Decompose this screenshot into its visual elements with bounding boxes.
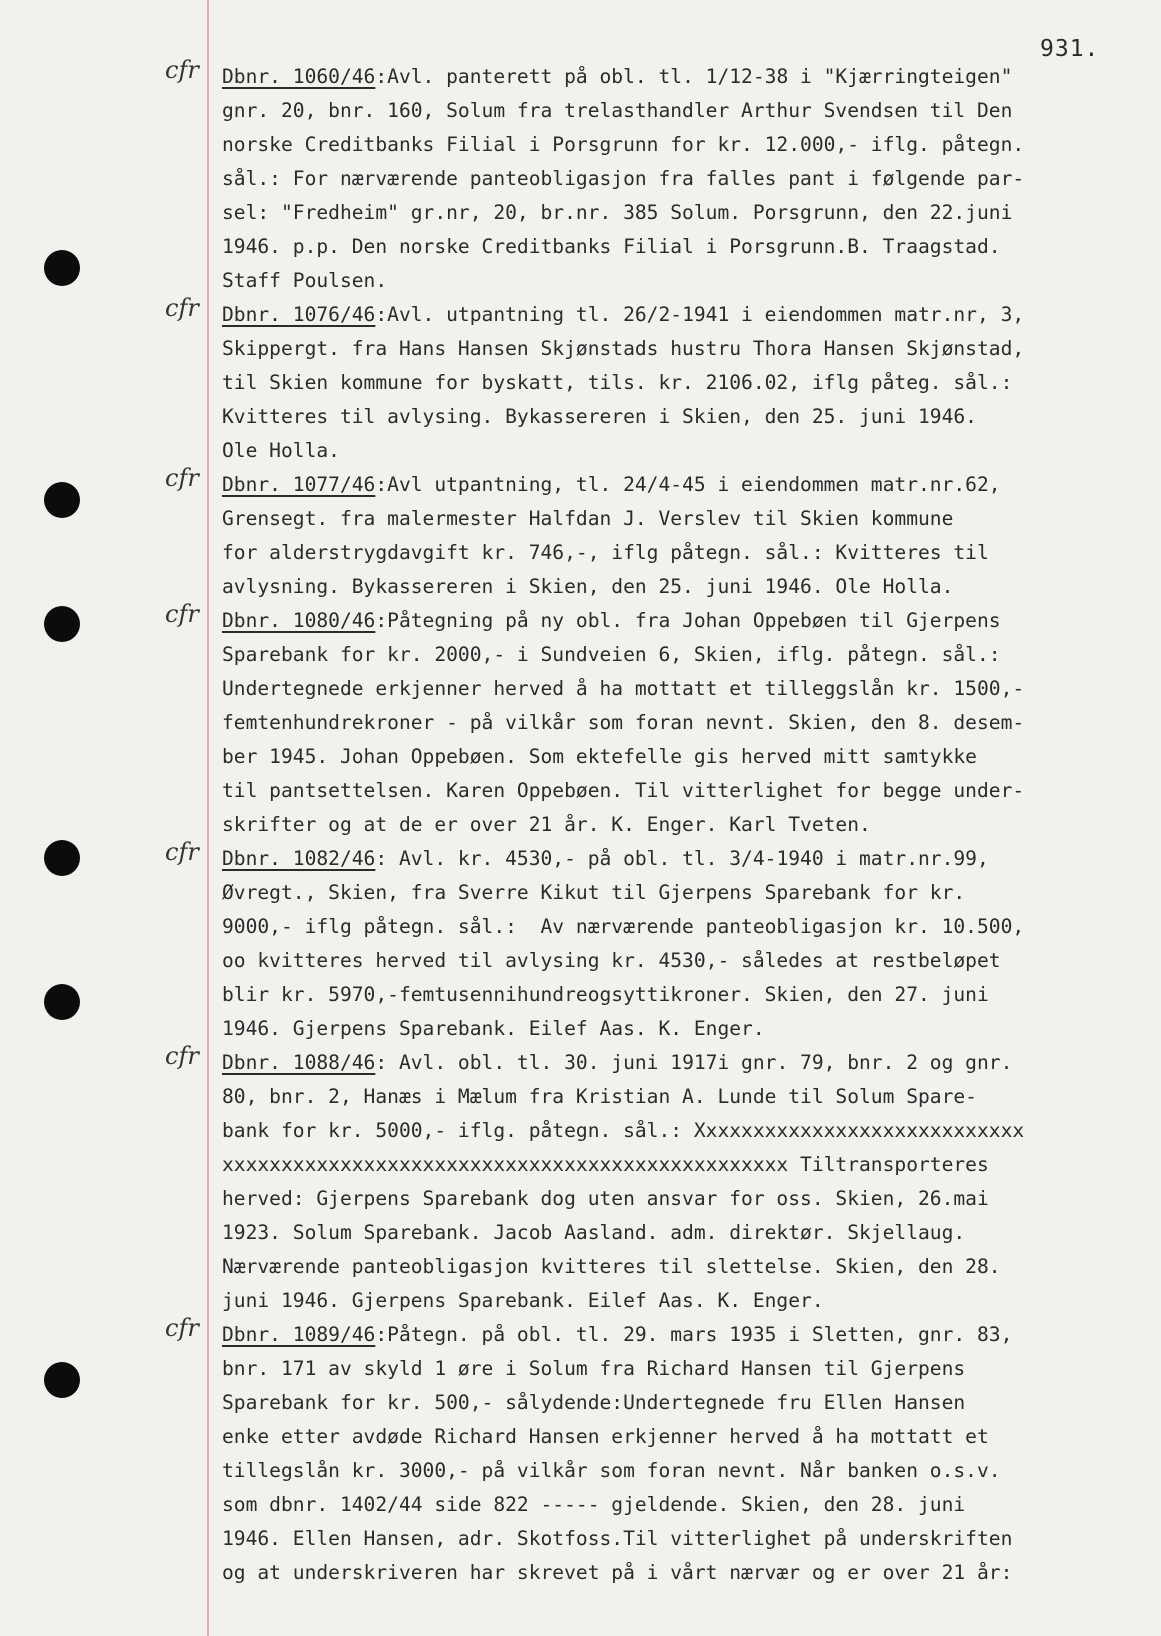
entry-line: 9000,- iflg påtegn. sål.: Av nærværende panteobligasjon kr. 10.500, <box>222 915 1025 938</box>
entry-line: og at underskriveren har skrevet på i vårt nærvær og er over 21 år: <box>222 1561 1013 1584</box>
page-number: 931. <box>1040 36 1100 62</box>
register-entries <box>222 60 1142 1590</box>
punch-hole <box>44 606 80 642</box>
entry-line: som dbnr. 1402/44 side 822 ----- gjeldende. Skien, den 28. juni <box>222 1493 966 1516</box>
entry-text: : Avl. kr. 4530,- på obl. tl. 3/4-1940 i matr.nr.99, <box>375 847 989 870</box>
punch-hole <box>44 482 80 518</box>
entry-text: :Avl utpantning, tl. 24/4-45 i eiendommen matr.nr.62, <box>375 473 1001 496</box>
margin-mark: cfr <box>165 1042 199 1070</box>
entry-line: femtenhundrekroner - på vilkår som foran nevnt. Skien, den 8. desem- <box>222 711 1025 734</box>
entry-line: Undertegnede erkjenner herved å ha mottatt et tilleggslån kr. 1500,- <box>222 677 1025 700</box>
margin-mark: cfr <box>165 464 199 492</box>
entry-heading-line <box>222 1318 1142 1352</box>
entry-number: Dbnr. 1076/46 <box>222 303 376 326</box>
entry-line: oo kvitteres herved til avlysing kr. 4530,- således at restbeløpet <box>222 949 1001 972</box>
entry-line: Skippergt. fra Hans Hansen Skjønstads hustru Thora Hansen Skjønstad, <box>222 337 1025 360</box>
entry-heading-line <box>222 1046 1142 1080</box>
entry-line: gnr. 20, bnr. 160, Solum fra trelasthandler Arthur Svendsen til Den <box>222 99 1013 122</box>
entry-line: 1946. Ellen Hansen, adr. Skotfoss.Til vitterlighet på underskriften <box>222 1527 1013 1550</box>
margin-mark: cfr <box>165 838 199 866</box>
entry-line: sål.: For nærværende panteobligasjon fra falles pant i følgende par- <box>222 167 1025 190</box>
entry-text: :Avl. utpantning tl. 26/2-1941 i eiendommen matr.nr, 3, <box>375 303 1025 326</box>
entry-line: til pantsettelsen. Karen Oppebøen. Til vitterlighet for begge under- <box>222 779 1025 802</box>
entry-text: :Påtegn. på obl. tl. 29. mars 1935 i Sletten, gnr. 83, <box>375 1323 1013 1346</box>
entry-line: 1923. Solum Sparebank. Jacob Aasland. adm. direktør. Skjellaug. <box>222 1221 966 1244</box>
entry-heading-line <box>222 60 1142 94</box>
entry-line-struck: xxxxxxxxxxxxxxxxxxxxxxxxxxxxxxxxxxxxxxxxxxxxxxxx Tiltransporteres <box>222 1153 989 1176</box>
margin-mark: cfr <box>165 1314 199 1342</box>
entry-heading-line <box>222 468 1142 502</box>
entry-number: Dbnr. 1088/46 <box>222 1051 376 1074</box>
entry-number: Dbnr. 1089/46 <box>222 1323 376 1346</box>
entry-line: blir kr. 5970,-femtusennihundreogsyttikroner. Skien, den 27. juni <box>222 983 989 1006</box>
entry-number: Dbnr. 1060/46 <box>222 65 376 88</box>
margin-rule <box>207 0 209 1636</box>
entry-line: norske Creditbanks Filial i Porsgrunn for kr. 12.000,- iflg. påtegn. <box>222 133 1025 156</box>
entry-line: Øvregt., Skien, fra Sverre Kikut til Gjerpens Sparebank for kr. <box>222 881 966 904</box>
entry-line: herved: Gjerpens Sparebank dog uten ansvar for oss. Skien, 26.mai <box>222 1187 989 1210</box>
entry-line: Staff Poulsen. <box>222 269 388 292</box>
entry-number: Dbnr. 1080/46 <box>222 609 376 632</box>
entry-line: til Skien kommune for byskatt, tils. kr. 2106.02, iflg påteg. sål.: <box>222 371 1013 394</box>
entry-line: 1946. Gjerpens Sparebank. Eilef Aas. K. Enger. <box>222 1017 765 1040</box>
entry-line: 1946. p.p. Den norske Creditbanks Filial i Porsgrunn.B. Traagstad. <box>222 235 1001 258</box>
entry-line: sel: "Fredheim" gr.nr, 20, br.nr. 385 Solum. Porsgrunn, den 22.juni <box>222 201 1013 224</box>
entry-line: tillegslån kr. 3000,- på vilkår som foran nevnt. Når banken o.s.v. <box>222 1459 1001 1482</box>
entry-line: enke etter avdøde Richard Hansen erkjenner herved å ha mottatt et <box>222 1425 989 1448</box>
entry-line: Ole Holla. <box>222 439 340 462</box>
entry-line: skrifter og at de er over 21 år. K. Enger. Karl Tveten. <box>222 813 871 836</box>
punch-hole <box>44 250 80 286</box>
entry-line: Sparebank for kr. 2000,- i Sundveien 6, Skien, iflg. påtegn. sål.: <box>222 643 1001 666</box>
entry-line: juni 1946. Gjerpens Sparebank. Eilef Aas. K. Enger. <box>222 1289 824 1312</box>
punch-hole <box>44 1362 80 1398</box>
entry-line: Grensegt. fra malermester Halfdan J. Verslev til Skien kommune <box>222 507 954 530</box>
entry-line: Kvitteres til avlysing. Bykassereren i Skien, den 25. juni 1946. <box>222 405 977 428</box>
entry-line: 80, bnr. 2, Hanæs i Mælum fra Kristian A. Lunde til Solum Spare- <box>222 1085 977 1108</box>
entry-text: : Avl. obl. tl. 30. juni 1917i gnr. 79, bnr. 2 og gnr. <box>375 1051 1013 1074</box>
entry-text: :Påtegning på ny obl. fra Johan Oppebøen til Gjerpens <box>375 609 1001 632</box>
punch-hole <box>44 984 80 1020</box>
entry-number: Dbnr. 1082/46 <box>222 847 376 870</box>
entry-heading-line <box>222 842 1142 876</box>
entry-line: bnr. 171 av skyld 1 øre i Solum fra Richard Hansen til Gjerpens <box>222 1357 966 1380</box>
margin-mark: cfr <box>165 600 199 628</box>
punch-hole <box>44 840 80 876</box>
entry-text: :Avl. panterett på obl. tl. 1/12-38 i "Kjærringteigen" <box>375 65 1013 88</box>
margin-mark: cfr <box>165 56 199 84</box>
entry-heading-line <box>222 298 1142 332</box>
entry-line: Nærværende panteobligasjon kvitteres til slettelse. Skien, den 28. <box>222 1255 1001 1278</box>
entry-line: avlysning. Bykassereren i Skien, den 25. juni 1946. Ole Holla. <box>222 575 954 598</box>
margin-mark: cfr <box>165 294 199 322</box>
entry-line: for alderstrygdavgift kr. 746,-, iflg påtegn. sål.: Kvitteres til <box>222 541 989 564</box>
entry-line: bank for kr. 5000,- iflg. påtegn. sål.: Xxxxxxxxxxxxxxxxxxxxxxxxxxxx <box>222 1119 1025 1142</box>
entry-line: Sparebank for kr. 500,- sålydende:Undertegnede fru Ellen Hansen <box>222 1391 966 1414</box>
entry-line: ber 1945. Johan Oppebøen. Som ektefelle gis herved mitt samtykke <box>222 745 977 768</box>
entry-number: Dbnr. 1077/46 <box>222 473 376 496</box>
entry-heading-line <box>222 604 1142 638</box>
